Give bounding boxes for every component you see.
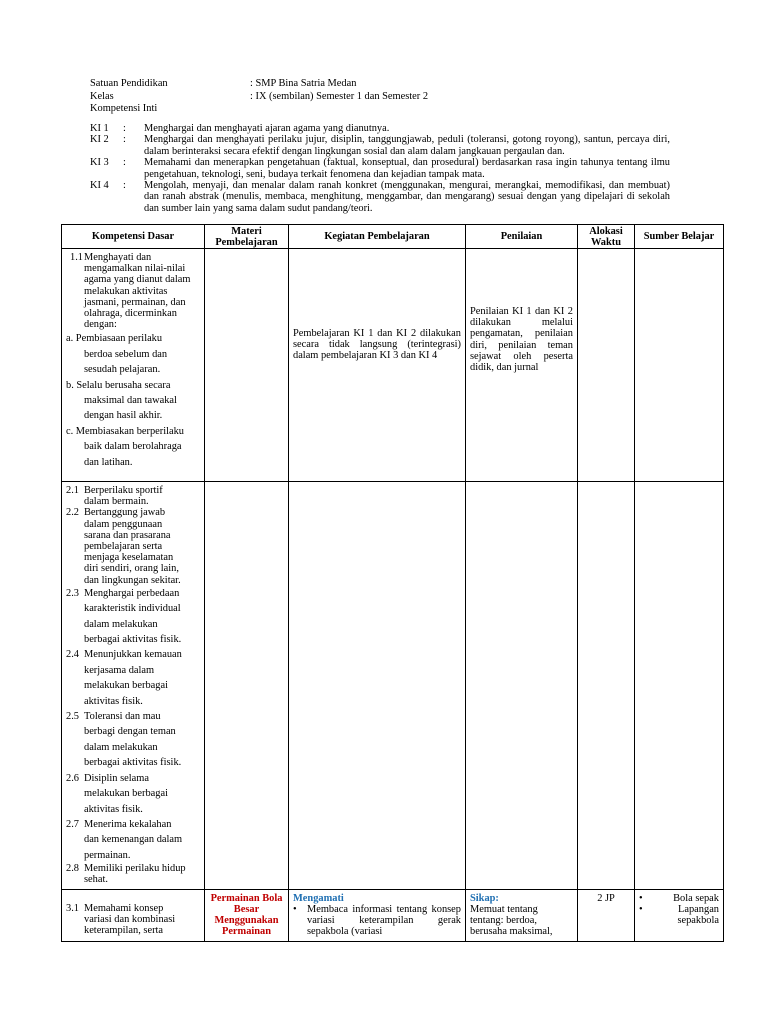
- ki-text: Menghargai dan menghayati ajaran agama yang dianutnya.: [144, 123, 390, 134]
- kd-sub-line: berdoa sebelum dan: [84, 348, 168, 360]
- syllabus-table: [61, 224, 724, 942]
- kd-line: dan lingkungan sekitar.: [84, 574, 181, 586]
- kd-line: pembelajaran serta: [84, 541, 163, 553]
- kd-number: 2.2: [66, 507, 79, 519]
- penilaian-text: Penilaian KI 1 dan KI 2 dilakukan melalui pengamatan, penilaian diri, penilaian teman sejawat oleh peserta didik, dan jurnal: [470, 306, 573, 374]
- alokasi-cell-3: [578, 889, 635, 941]
- kd-line: melakukan berbagai: [84, 788, 168, 800]
- col-header-sumber: Sumber Belajar: [635, 225, 724, 249]
- penilaian-heading: Sikap:: [470, 892, 499, 904]
- ki-text: Memahami dan menerapkan pengetahuan (faktual, konseptual, dan prosedural) berdasarkan rasa ingin tahunya tentang ilmu pengetahuan, teknologi, seni, budaya terkait fenomena dan kejadian tampak mata.: [144, 157, 670, 180]
- kd-item: [66, 903, 200, 937]
- kd-number: 2.7: [66, 818, 79, 830]
- kd-line: Toleransi dan mau: [84, 711, 161, 723]
- kd-item: [66, 485, 200, 507]
- kd-number: 2.5: [66, 711, 79, 723]
- kd-line: aktivitas fisik.: [84, 695, 143, 707]
- bullet-icon: •: [293, 903, 297, 915]
- alokasi-text: 2 JP: [597, 892, 615, 904]
- kd-line: menjaga keselamatan: [84, 552, 174, 564]
- col-header-kegiatan: Kegiatan Pembelajaran: [289, 225, 466, 249]
- table-row: [62, 249, 724, 482]
- kd-line: karakteristik individual: [84, 603, 181, 615]
- kegiatan-text: Pembelajaran KI 1 dan KI 2 dilakukan secara tidak langsung (terintegrasi) dalam pembelajaran KI 3 dan KI 4: [293, 328, 461, 362]
- sumber-cell-2: [635, 482, 724, 890]
- kd-number: 3.1: [66, 902, 79, 914]
- sumber-text: Bola sepak: [673, 892, 719, 904]
- kd-line: aktivitas fisik.: [84, 803, 143, 815]
- kd-line: Memiliki perilaku hidup: [84, 863, 186, 875]
- kd-item: [66, 507, 200, 585]
- ki-code: KI 4: [90, 180, 109, 192]
- kd-line: permainan.: [84, 849, 131, 861]
- kegiatan-cell-2: [289, 482, 466, 890]
- materi-cell-3: [205, 889, 289, 941]
- kd-item: [66, 647, 200, 709]
- kegiatan-bullet-text: Membaca informasi tentang konsep variasi keterampilan gerak sepakbola (variasi: [307, 903, 461, 938]
- sumber-cell-1: [635, 249, 724, 482]
- kd-sub-label: b. Selalu berusaha secara: [66, 379, 171, 391]
- kd-item: [66, 771, 200, 817]
- kd-line: Menerima kekalahan: [84, 818, 172, 830]
- bullet-icon: •: [639, 903, 643, 915]
- kd-line: dalam bermain.: [84, 496, 149, 508]
- kd-text: [84, 709, 200, 771]
- ki-code: KI 1: [90, 123, 109, 134]
- ki-item-1: [90, 123, 670, 134]
- penilaian-cell-1: [466, 249, 578, 482]
- kd-sub-a: [66, 331, 200, 377]
- kd-line: variasi dan kombinasi: [84, 913, 176, 925]
- kd-number: 2.8: [66, 863, 79, 875]
- ki-item-3: [90, 157, 670, 180]
- kegiatan-heading: Mengamati: [293, 892, 344, 904]
- ki-item-4: [90, 180, 670, 214]
- header-label: Kelas: [90, 90, 114, 102]
- header-row-ki: [90, 103, 428, 116]
- kd-line: Menunjukkan kemauan: [84, 649, 182, 661]
- ki-text: Menghargai dan menghayati perilaku jujur, disiplin, tanggungjawab, peduli (toleransi, gotong royong), santun, percaya diri, dalam berinteraksi secara efektif dengan lingkungan sosial dan alam dalam jangkauan pergaulan dan.: [144, 134, 670, 157]
- kd-line: dalam melakukan: [84, 741, 158, 753]
- kd-number: 2.4: [66, 649, 79, 661]
- table-row: [62, 889, 724, 941]
- kd-line: Disiplin selama: [84, 772, 149, 784]
- kd-sub-c: [66, 424, 200, 470]
- kd-cell-1: [62, 249, 205, 482]
- ki-colon: :: [123, 157, 126, 169]
- kd-sub-b: [66, 378, 200, 424]
- kd-item: [66, 709, 200, 771]
- kd-line: Berperilaku sportif: [84, 485, 163, 496]
- kd-cell-3: [62, 889, 205, 941]
- kd-number: 1.1: [70, 252, 83, 263]
- kd-line: dan kemenangan dalam: [84, 834, 183, 846]
- ki-colon: :: [123, 180, 126, 192]
- kd-line: dalam melakukan: [84, 618, 158, 630]
- kd-line: Bertanggung jawab: [84, 507, 166, 519]
- penilaian-text: Memuat tentang tentang: berdoa, berusaha maksimal,: [470, 903, 553, 938]
- kd-sub-line: dan latihan.: [84, 456, 133, 468]
- kd-text: [84, 485, 200, 507]
- kegiatan-cell-1: [289, 249, 466, 482]
- kd-line: melakukan berbagai: [84, 680, 168, 692]
- kd-line: Menghargai perbedaan: [84, 587, 180, 599]
- kd-line: sarana dan prasarana: [84, 529, 171, 541]
- materi-text: Permainan Bola Besar Menggunakan Permainan: [210, 892, 283, 938]
- header-label: Kompetensi Inti: [90, 103, 158, 114]
- kd-line: berbagai aktivitas fisik.: [84, 757, 182, 769]
- kd-number: 2.6: [66, 772, 79, 784]
- ki-text: Mengolah, menyaji, dan menalar dalam ranah konkret (menggunakan, mengurai, merangkai, memodifikasi, dan membuat) dan ranah abstrak (menulis, membaca, menghitung, menggambar, dan mengarang) sesuai dengan yang dipelajari di sekolah dan sumber lain yang sama dalam sudut pandang/teori.: [144, 180, 670, 214]
- col-header-penilaian: Penilaian: [466, 225, 578, 249]
- header-value: : IX (sembilan) Semester 1 dan Semester 2: [250, 90, 429, 102]
- kd-sub-label: a. Pembiasaan perilaku: [66, 333, 163, 345]
- kd-text: [84, 817, 200, 863]
- kd-line: sehat.: [84, 874, 108, 886]
- ki-code: KI 3: [90, 157, 109, 169]
- kd-item: [66, 586, 200, 648]
- kd-line: berbagai aktivitas fisik.: [84, 634, 182, 646]
- kd-number: 2.1: [66, 485, 79, 496]
- header-value: : SMP Bina Satria Medan: [250, 78, 357, 89]
- kd-text: [84, 903, 200, 937]
- kegiatan-cell-3: [289, 889, 466, 941]
- ki-colon: :: [123, 134, 126, 146]
- kd-line: kerjasama dalam: [84, 664, 155, 676]
- sumber-item: [639, 904, 719, 926]
- kd-line: dalam penggunaan: [84, 518, 163, 530]
- sumber-item: [639, 893, 719, 904]
- header-row-class: [90, 91, 428, 104]
- kd-item: [66, 863, 200, 885]
- kd-text: [84, 863, 200, 885]
- alokasi-cell-1: [578, 249, 635, 482]
- kd-line: berbagi dengan teman: [84, 726, 176, 738]
- col-header-alokasi: Alokasi Waktu: [578, 225, 635, 249]
- kd-text: [84, 507, 200, 585]
- kd-item: [66, 817, 200, 863]
- alokasi-cell-2: [578, 482, 635, 890]
- kd-text: Menghayati dan mengamalkan nilai-nilai agama yang dianut dalam melakukan aktivitas jasmani, permainan, dan olahraga, dicerminkan dengan:: [84, 252, 191, 331]
- penilaian-cell-3: [466, 889, 578, 941]
- kegiatan-bullet: [293, 904, 461, 938]
- kd-line: Memahami konsep: [84, 902, 164, 914]
- kd-sub-line: dengan hasil akhir.: [84, 410, 163, 422]
- sumber-cell-3: [635, 889, 724, 941]
- ki-list: [90, 123, 670, 214]
- materi-cell-2: [205, 482, 289, 890]
- kd-text: [84, 647, 200, 709]
- header-label: Satuan Pendidikan: [90, 78, 168, 89]
- kd-sub-label: c. Membiasakan berperilaku: [66, 425, 185, 437]
- table-header-row: [62, 225, 724, 249]
- ki-colon: :: [123, 123, 126, 134]
- kd-text: [84, 586, 200, 648]
- kd-sub-line: baik dalam berolahraga: [84, 441, 182, 453]
- col-header-kompetensi-dasar: Kompetensi Dasar: [62, 225, 205, 249]
- col-header-materi: Materi Pembelajaran: [205, 225, 289, 249]
- kd-line: keterampilan, serta: [84, 924, 164, 936]
- ki-code: KI 2: [90, 134, 109, 146]
- kd-items-2: [66, 485, 200, 886]
- document-header: [90, 78, 428, 116]
- penilaian-cell-2: [466, 482, 578, 890]
- ki-item-2: [90, 134, 670, 157]
- kd-item: [66, 252, 200, 330]
- kd-line: diri sendiri, orang lain,: [84, 563, 179, 575]
- kd-text: [84, 771, 200, 817]
- table-row: [62, 482, 724, 890]
- header-row-school: [90, 78, 428, 91]
- sumber-text: Lapangan sepakbola: [677, 903, 719, 926]
- kd-sub-line: maksimal dan tawakal: [84, 395, 177, 407]
- bullet-icon: •: [639, 892, 643, 904]
- kd-sub-line: sesudah pelajaran.: [84, 364, 161, 376]
- materi-cell-1: [205, 249, 289, 482]
- kd-cell-2: [62, 482, 205, 890]
- kd-number: 2.3: [66, 587, 79, 599]
